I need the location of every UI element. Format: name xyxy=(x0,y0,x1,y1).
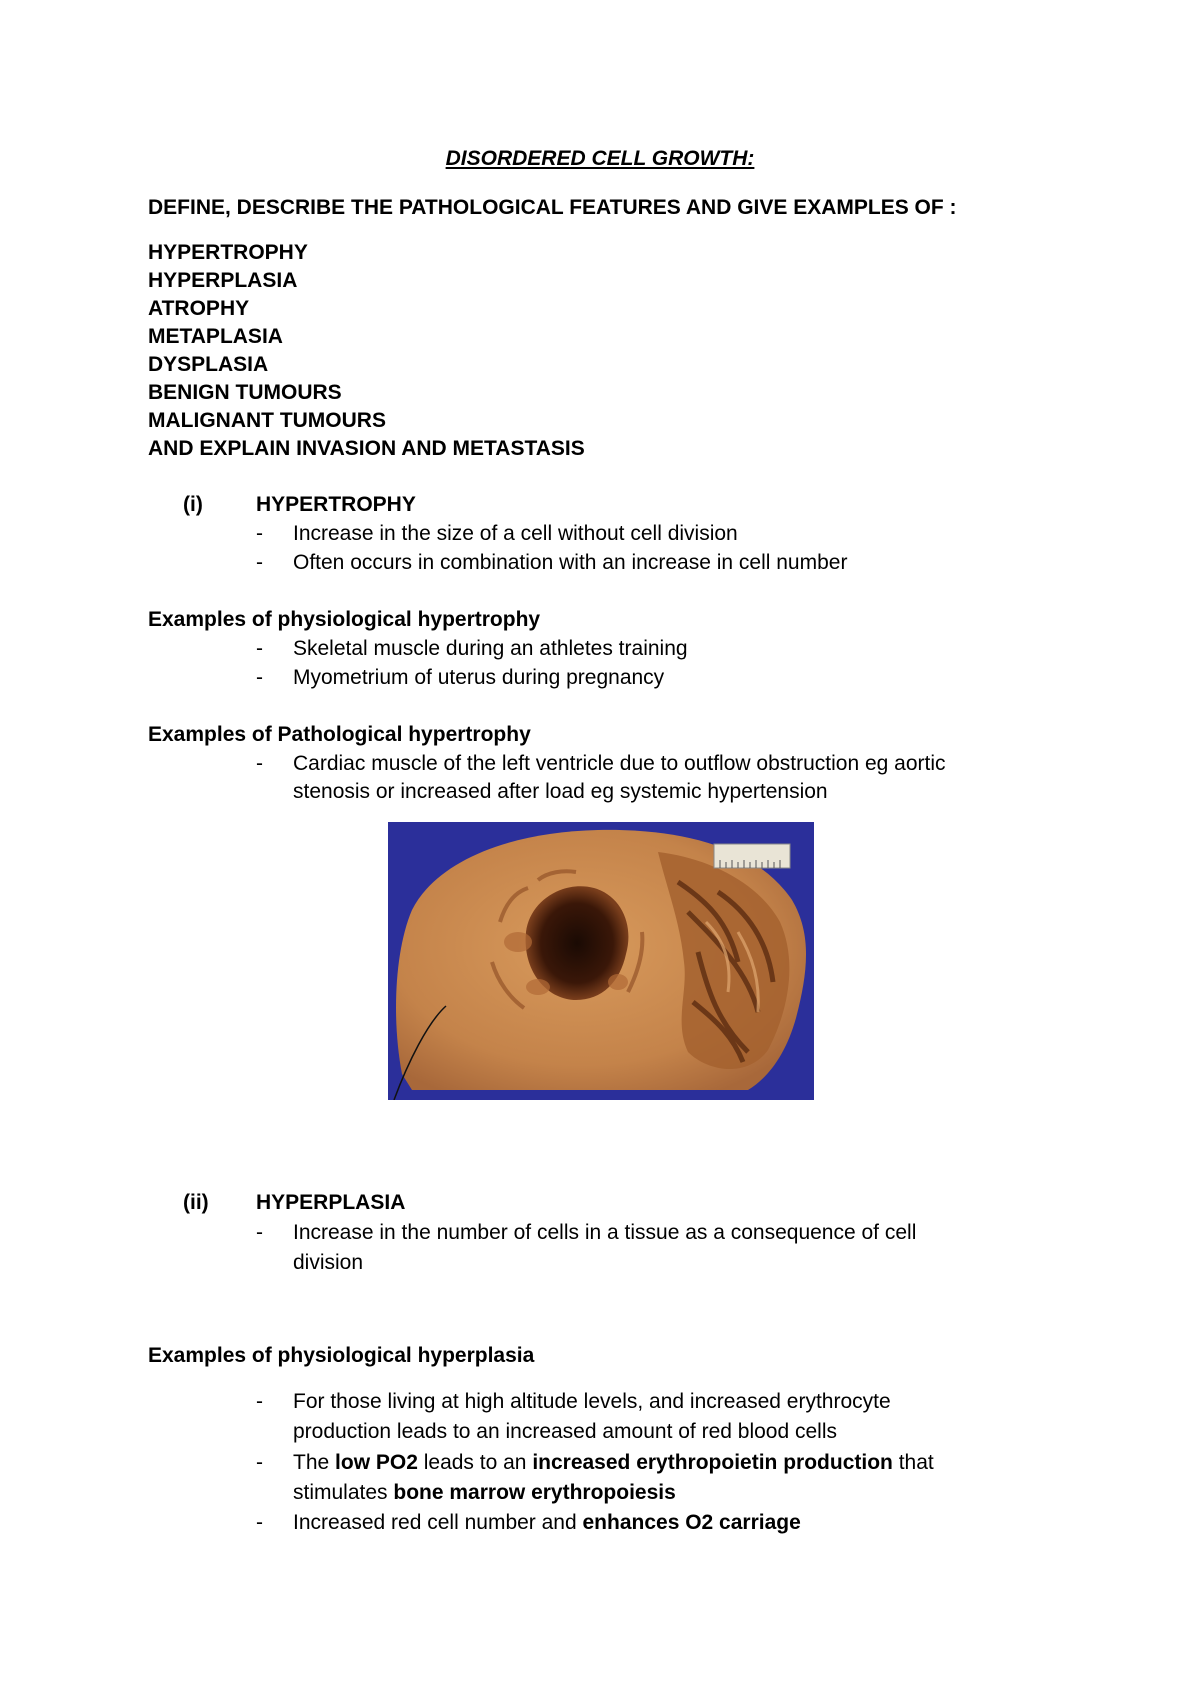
text-run: leads to an xyxy=(417,1451,533,1474)
bullet-text: Often occurs in combination with an increase in cell number xyxy=(293,551,848,574)
bullet-text: Increase in the size of a cell without cell division xyxy=(293,522,738,545)
topic-item: HYPERPLASIA xyxy=(148,269,298,292)
bullet-text-continued: production leads to an increased amount of red blood cells xyxy=(293,1420,838,1443)
prompt-heading: DEFINE, DESCRIBE THE PATHOLOGICAL FEATURES AND GIVE EXAMPLES OF : xyxy=(148,196,957,219)
bullet-dash: - xyxy=(256,1221,263,1244)
bold-run: bone marrow erythropoiesis xyxy=(393,1481,676,1504)
text-run: Increased red cell number and xyxy=(293,1511,583,1534)
bullet-dash: - xyxy=(256,1390,263,1413)
bold-run: enhances O2 carriage xyxy=(582,1511,801,1534)
topic-item: METAPLASIA xyxy=(148,325,283,348)
bullet-dash: - xyxy=(256,637,263,660)
bold-run: low PO2 xyxy=(335,1451,418,1474)
bullet-text: Myometrium of uterus during pregnancy xyxy=(293,666,665,689)
subheading: Examples of physiological hyperplasia xyxy=(148,1344,535,1367)
bullet-dash: - xyxy=(256,666,263,689)
text-run: that xyxy=(892,1451,934,1474)
topic-item: ATROPHY xyxy=(148,297,250,320)
text-run: stimulates xyxy=(293,1481,394,1504)
section-heading: HYPERTROPHY xyxy=(256,493,416,516)
subheading: Examples of Pathological hypertrophy xyxy=(148,723,531,746)
bullet-dash: - xyxy=(256,551,263,574)
text-run: The xyxy=(293,1451,336,1474)
topic-item: HYPERTROPHY xyxy=(148,241,308,264)
topic-item: AND EXPLAIN INVASION AND METASTASIS xyxy=(148,437,585,460)
topic-item: BENIGN TUMOURS xyxy=(148,381,342,404)
heart-specimen-image xyxy=(388,822,814,1100)
bullet-text: For those living at high altitude levels, and increased erythrocyte xyxy=(293,1390,891,1413)
bullet-text: Cardiac muscle of the left ventricle due to outflow obstruction eg aortic xyxy=(293,752,946,775)
bullet-text: Increase in the number of cells in a tissue as a consequence of cell xyxy=(293,1221,917,1244)
bullet-dash: - xyxy=(256,1451,263,1474)
section-heading: HYPERPLASIA xyxy=(256,1191,406,1214)
topic-item: DYSPLASIA xyxy=(148,353,269,376)
bullet-text-continued: stenosis or increased after load eg systemic hypertension xyxy=(293,780,828,803)
document-title: DISORDERED CELL GROWTH: xyxy=(445,147,755,170)
bold-run: increased erythropoietin production xyxy=(532,1451,893,1474)
bullet-text xyxy=(293,1512,801,1533)
subheading: Examples of physiological hypertrophy xyxy=(148,608,541,631)
bullet-dash: - xyxy=(256,522,263,545)
bullet-text-continued: division xyxy=(293,1251,364,1274)
bullet-text-continued xyxy=(293,1482,676,1503)
bullet-text: Skeletal muscle during an athletes training xyxy=(293,637,688,660)
bullet-text xyxy=(293,1452,934,1473)
bullet-dash: - xyxy=(256,752,263,775)
bullet-dash: - xyxy=(256,1511,263,1534)
section-numeral: (ii) xyxy=(183,1191,209,1214)
section-numeral: (i) xyxy=(183,493,203,516)
topic-item: MALIGNANT TUMOURS xyxy=(148,409,386,432)
